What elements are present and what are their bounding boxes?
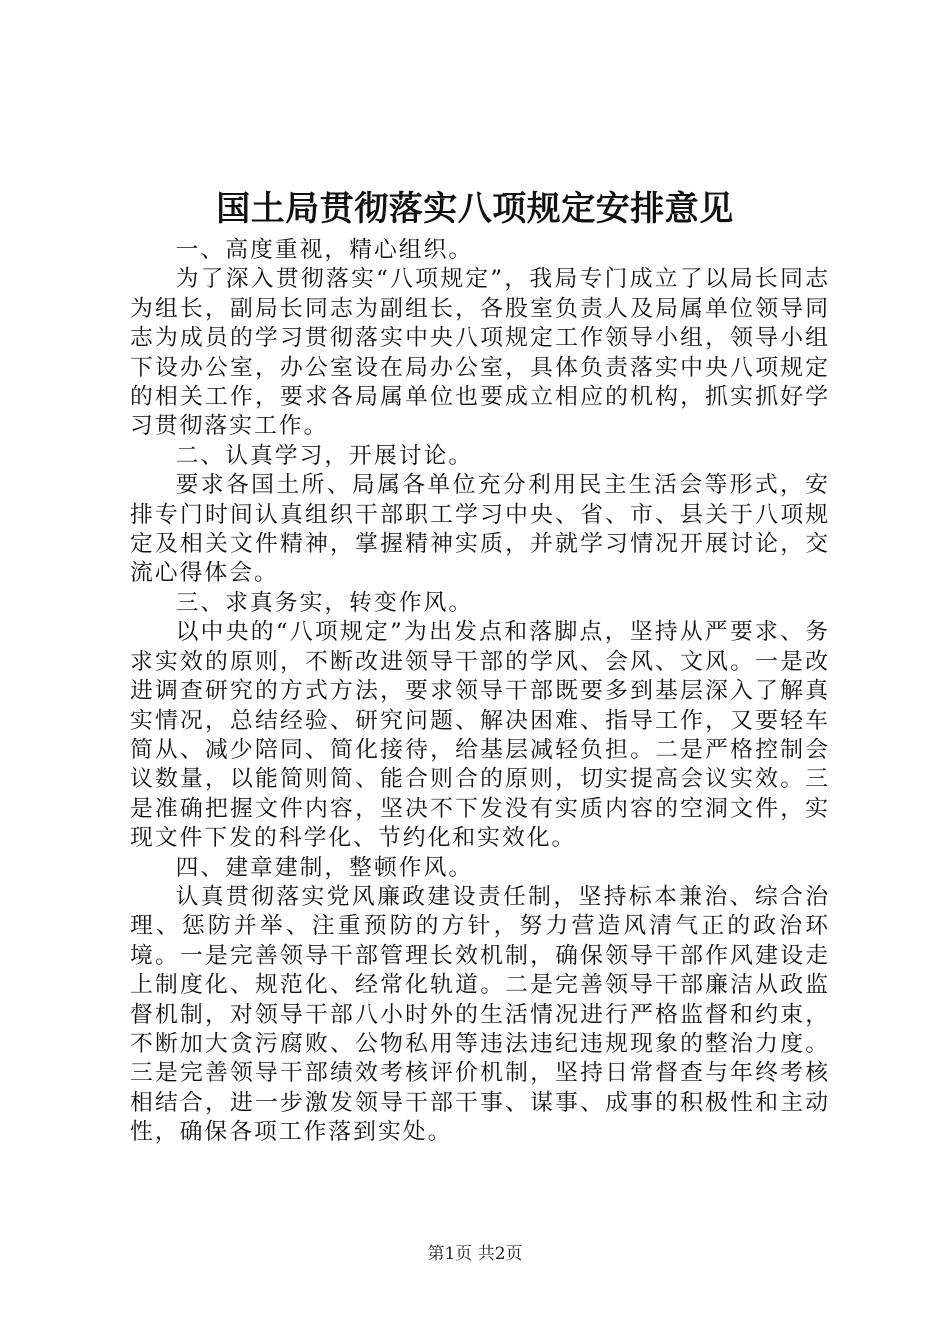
document-body — [130, 236, 830, 1148]
paragraph-1: 为了深入贯彻落实“八项规定”，我局专门成立了以局长同志为组长，副局长同志为副组长，各股室负责人及局属单位领导同志为成员的学习贯彻落实中央八项规定工作领导小组，领导小组下设办公室，办公室设在局办公室，具体负责落实中央八项规定的相关工作，要求各局属单位也要成立相应的机构，抓实抓好学习贯彻落实工作。 — [130, 266, 830, 440]
page-number-footer: 第1页 共2页 — [427, 1244, 523, 1264]
section-heading-1: 一、高度重视，精心组织。 — [175, 237, 474, 263]
section-heading-3: 三、求真务实，转变作风。 — [175, 589, 474, 616]
paragraph-2: 要求各国土所、局属各单位充分利用民主生活会等形式，安排专门时间认真组织干部职工学习中央、省、市、县关于八项规定及相关文件精神，掌握精神实质，并就学习情况开展讨论，交流心得体会。 — [130, 472, 830, 587]
paragraph-4: 认真贯彻落实党风廉政建设责任制，坚持标本兼治、综合治理、惩防并举、注重预防的方针，努力营造风清气正的政治环境。一是完善领导干部管理长效机制，确保领导干部作风建设走上制度化、规范化、经常化轨道。二是完善领导干部廉洁从政监督机制，对领导干部八小时外的生活情况进行严格监督和约束，不断加大贪污腐败、公物私用等违法违纪违规现象的整治力度。三是完善领导干部绩效考核评价机制，坚持日常督查与年终考核相结合，进一步激发领导干部干事、谋事、成事的积极性和主动性，确保各项工作落到实处。 — [130, 883, 830, 1146]
paragraph-3: 以中央的“八项规定”为出发点和落脚点，坚持从严要求、务求实效的原则，不断改进领导干部的学风、会风、文风。一是改进调查研究的方式方法，要求领导干部既要多到基层深入了解真实情况，总结经验、研究问题、解决困难、指导工作，又要轻车简从、减少陪同、简化接待，给基层减轻负担。二是严格控制会议数量，以能简则简、能合则合的原则，切实提高会议实效。三是准确把握文件内容，坚决不下发没有实质内容的空洞文件，实现文件下发的科学化、节约化和实效化。 — [130, 619, 830, 852]
section-heading-4: 四、建章建制，整顿作风。 — [175, 854, 474, 881]
section-heading-2: 二、认真学习，开展讨论。 — [175, 442, 474, 469]
document-title: 国土局贯彻落实八项规定安排意见 — [216, 189, 734, 229]
